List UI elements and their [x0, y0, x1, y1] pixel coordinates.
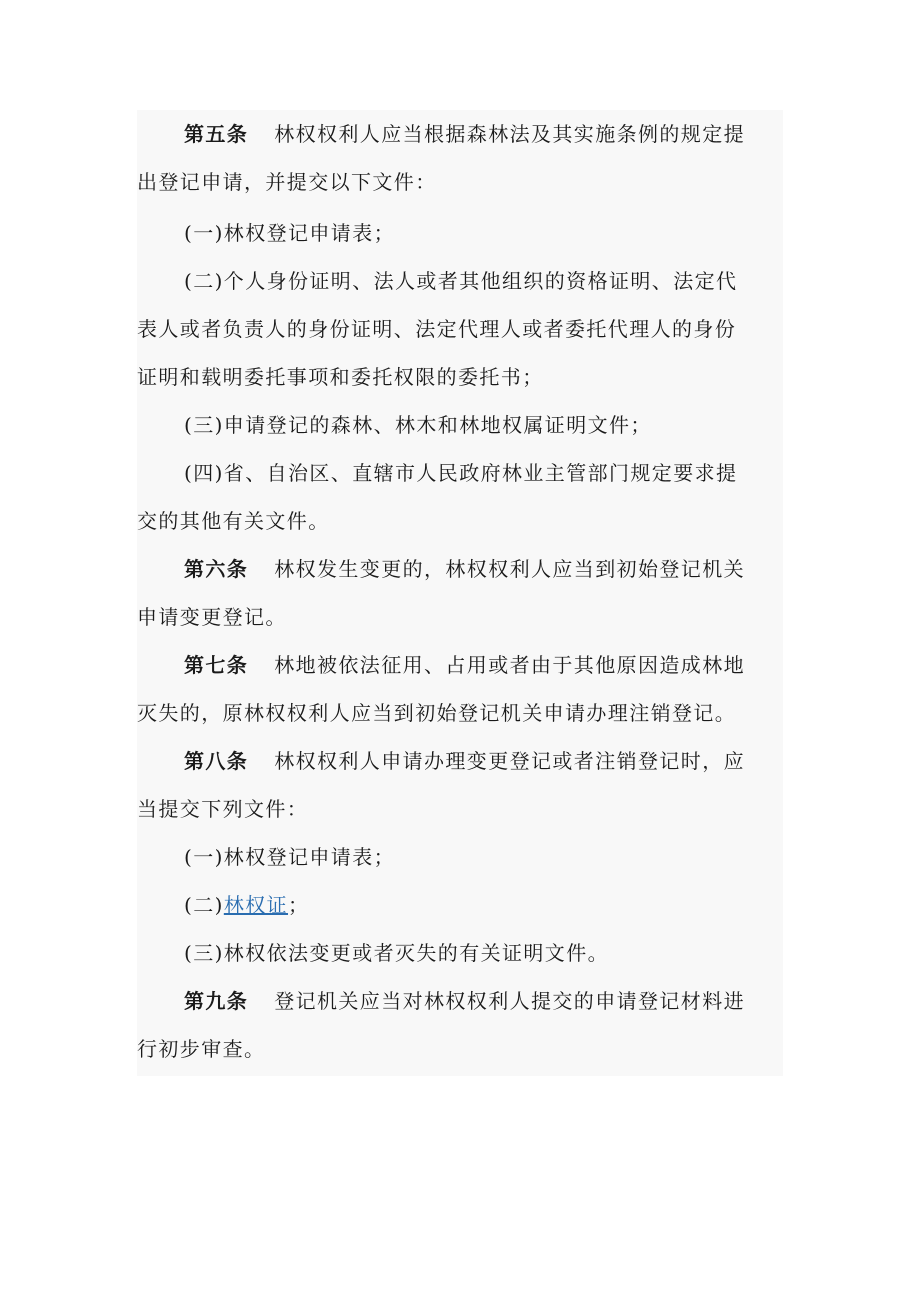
article-6 — [137, 545, 783, 641]
article-8-item-2 — [137, 881, 783, 929]
article-5-item-3 — [137, 401, 783, 449]
article-8-item-2-line — [137, 881, 783, 929]
article-8-line-1 — [137, 737, 783, 785]
article-9 — [137, 977, 783, 1073]
article-5-item-4-line-1: (四)省、自治区、直辖市人民政府林业主管部门规定要求提 — [184, 461, 738, 485]
article-9-line-1 — [137, 977, 783, 1025]
article-8-number: 第八条 — [184, 749, 249, 773]
article-7-text-1: 林地被依法征用、占用或者由于其他原因造成林地 — [274, 653, 746, 677]
article-6-line-2: 申请变更登记。 — [137, 605, 287, 629]
article-8-text-1: 林权权利人申请办理变更登记或者注销登记时，应 — [274, 749, 746, 773]
article-8 — [137, 737, 783, 833]
article-9-text-1: 登记机关应当对林权权利人提交的申请登记材料进 — [274, 989, 746, 1013]
article-5-item-1-text: (一)林权登记申请表； — [184, 221, 396, 245]
article-8-item-1 — [137, 833, 783, 881]
article-7 — [137, 641, 783, 737]
article-5-item-2-line-3: 证明和载明委托事项和委托权限的委托书； — [137, 365, 544, 389]
article-8-item-2-suffix: ； — [288, 893, 310, 917]
article-8-item-3 — [137, 929, 783, 977]
article-9-number: 第九条 — [184, 989, 249, 1013]
article-5-item-2-line-2: 表人或者负责人的身份证明、法定代理人或者委托代理人的身份 — [137, 317, 737, 341]
article-6-number: 第六条 — [184, 557, 249, 581]
forest-right-certificate-link[interactable]: 林权证 — [223, 893, 289, 917]
article-5-text-1: 林权权利人应当根据森林法及其实施条例的规定提 — [274, 122, 746, 146]
article-7-line-1 — [137, 641, 783, 689]
article-7-line-2: 灭失的，原林权权利人应当到初始登记机关申请办理注销登记。 — [137, 701, 737, 725]
article-5-item-4 — [137, 449, 783, 545]
article-5-item-4-line-2: 交的其他有关文件。 — [137, 509, 330, 533]
article-5 — [137, 110, 783, 206]
article-8-item-3-text: (三)林权依法变更或者灭失的有关证明文件。 — [184, 941, 610, 965]
article-9-line-2: 行初步审查。 — [137, 1037, 266, 1061]
article-6-line-1 — [137, 545, 783, 593]
document-body — [137, 110, 783, 1076]
article-5-number: 第五条 — [184, 122, 249, 146]
article-5-item-2 — [137, 257, 783, 401]
article-5-item-3-text: (三)申请登记的森林、林木和林地权属证明文件； — [184, 413, 652, 437]
article-8-line-2: 当提交下列文件： — [137, 797, 309, 821]
article-7-number: 第七条 — [184, 653, 249, 677]
article-5-line-1 — [137, 110, 783, 158]
article-6-text-1: 林权发生变更的，林权权利人应当到初始登记机关 — [274, 557, 746, 581]
article-8-item-1-text: (一)林权登记申请表； — [184, 845, 396, 869]
article-5-item-1 — [137, 209, 783, 257]
article-8-item-2-prefix: (二) — [184, 893, 224, 917]
article-5-item-2-line-1: (二)个人身份证明、法人或者其他组织的资格证明、法定代 — [184, 269, 738, 293]
article-5-line-2: 出登记申请，并提交以下文件： — [137, 170, 437, 194]
